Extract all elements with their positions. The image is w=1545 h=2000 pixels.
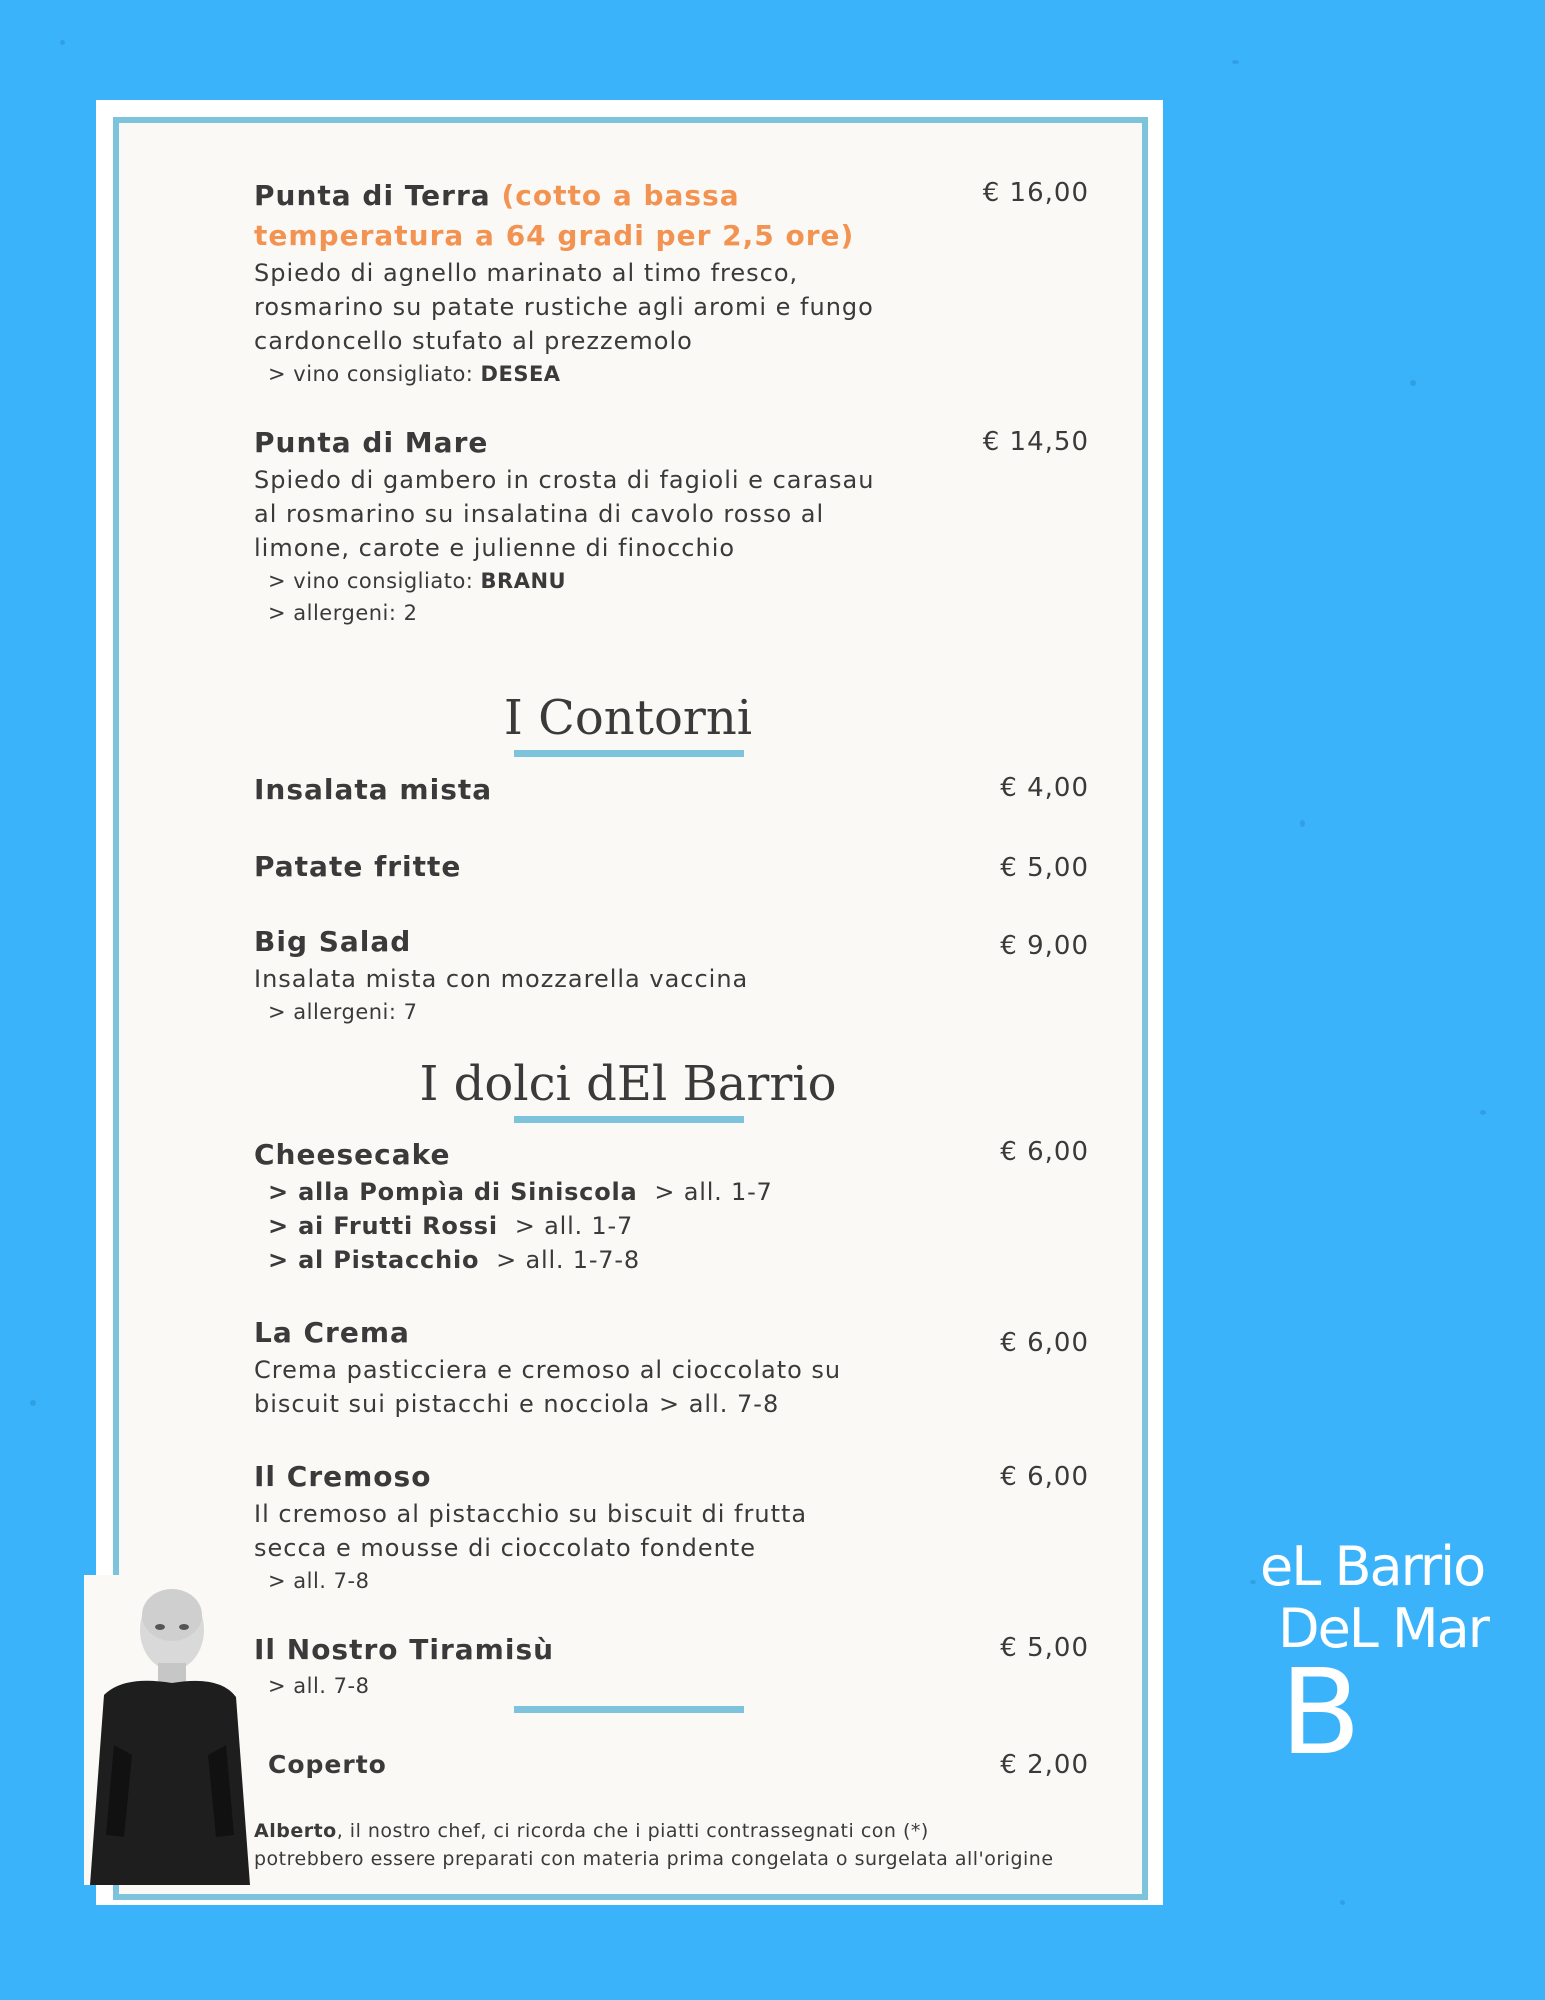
menu-item-la-crema xyxy=(254,1313,894,1421)
background-speck xyxy=(60,40,65,45)
item-allergens: > all. 7-8 xyxy=(268,1674,370,1698)
section-divider xyxy=(514,750,744,757)
section-divider xyxy=(514,1706,744,1713)
menu-item-insalata-mista xyxy=(254,770,894,810)
coperto-price: € 2,00 xyxy=(1000,1750,1089,1780)
item-allergens: > allergeni: 2 xyxy=(268,601,418,625)
footer-line-2: potrebbero essere preparati con materia prima congelata o surgelata all'origine xyxy=(254,1848,1054,1870)
background-speck xyxy=(1232,60,1239,64)
item-name: Cheesecake xyxy=(254,1138,451,1171)
item-description: Spiedo di agnello marinato al timo fresco, rosmarino su patate rustiche agli aromi e fungo cardoncello stufato al prezzemolo xyxy=(254,259,874,355)
coperto-label: Coperto xyxy=(268,1750,387,1779)
footer-line-1: Alberto, il nostro chef, ci ricorda che i piatti contrassegnati con (*) xyxy=(254,1820,929,1842)
logo-letter: B xyxy=(1280,1643,1361,1781)
chef-photo xyxy=(84,1575,254,1885)
menu-item-tiramisu xyxy=(254,1630,894,1702)
item-name: Il Cremoso xyxy=(254,1460,432,1493)
item-name: Punta di Terra (cotto a bassa temperatura a 64 gradi per 2,5 ore) xyxy=(254,179,855,252)
background-speck xyxy=(1410,380,1416,386)
item-name: La Crema xyxy=(254,1316,410,1349)
menu-item-patate-fritte xyxy=(254,847,894,887)
item-allergens: > allergeni: 7 xyxy=(268,1000,418,1024)
background-speck xyxy=(1250,1580,1256,1584)
item-price: € 16,00 xyxy=(982,178,1089,208)
item-note: (cotto a bassa temperatura a 64 gradi per 2,5 ore) xyxy=(254,179,855,252)
item-price: € 4,00 xyxy=(1000,773,1089,803)
item-name: Punta di Mare xyxy=(254,426,489,459)
cheesecake-variant: > ai Frutti Rossi > all. 1-7 xyxy=(268,1212,634,1240)
logo-line-2: DeL Mar xyxy=(1278,1597,1488,1660)
section-divider xyxy=(514,1116,744,1123)
background-speck xyxy=(1300,820,1305,827)
item-price: € 5,00 xyxy=(1000,1633,1089,1663)
coperto-row xyxy=(268,1745,908,1785)
section-title-dolci: I dolci dEl Barrio xyxy=(419,1056,837,1112)
item-price: € 5,00 xyxy=(1000,853,1089,883)
item-price: € 6,00 xyxy=(1000,1462,1089,1492)
item-name: Insalata mista xyxy=(254,773,493,806)
item-name: Patate fritte xyxy=(254,850,462,883)
menu-item-il-cremoso xyxy=(254,1457,894,1597)
menu-item-cheesecake xyxy=(254,1135,894,1277)
item-price: € 14,50 xyxy=(982,427,1089,457)
el-barrio-del-mar-logo xyxy=(1260,1535,1488,1781)
item-description: Crema pasticciera e cremoso al cioccolato su biscuit sui pistacchi e nocciola > all. 7-8 xyxy=(254,1356,842,1418)
item-name: Big Salad xyxy=(254,925,412,958)
menu-item-punta-di-terra xyxy=(254,176,894,390)
menu-item-big-salad xyxy=(254,922,894,1028)
section-title-contorni: I Contorni xyxy=(503,690,753,746)
item-description: Spiedo di gambero in crosta di fagioli e carasau al rosmarino su insalatina di cavolo rosso al limone, carote e julienne di finocchio xyxy=(254,466,875,562)
menu-item-punta-di-mare xyxy=(254,423,894,629)
item-allergens: > all. 7-8 xyxy=(268,1569,370,1593)
item-price: € 6,00 xyxy=(1000,1137,1089,1167)
background-speck xyxy=(1480,1110,1486,1115)
logo-line-1: eL Barrio xyxy=(1260,1535,1485,1598)
cheesecake-variant: > al Pistacchio > all. 1-7-8 xyxy=(268,1246,640,1274)
background-speck xyxy=(30,1400,36,1406)
footer-note xyxy=(254,1817,1134,1873)
item-description: Il cremoso al pistacchio su biscuit di frutta secca e mousse di cioccolato fondente xyxy=(254,1500,808,1562)
item-name: Il Nostro Tiramisù xyxy=(254,1633,555,1666)
item-description: Insalata mista con mozzarella vaccina xyxy=(254,965,749,993)
cheesecake-variant: > alla Pompìa di Siniscola > all. 1-7 xyxy=(268,1178,773,1206)
wine-suggestion: > vino consigliato: BRANU xyxy=(268,569,567,593)
wine-suggestion: > vino consigliato: DESEA xyxy=(268,362,561,386)
item-price: € 6,00 xyxy=(1000,1328,1089,1358)
background-speck xyxy=(1340,1900,1345,1905)
item-price: € 9,00 xyxy=(1000,931,1089,961)
